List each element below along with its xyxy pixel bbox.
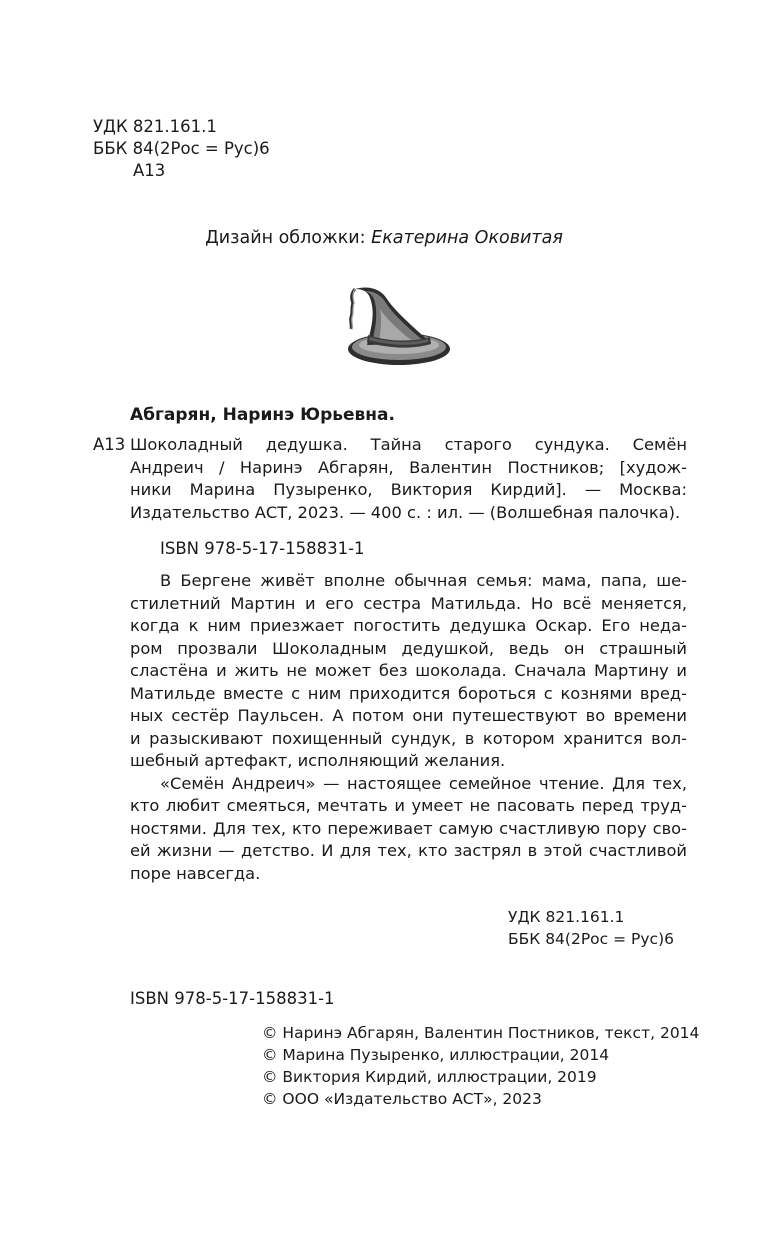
annotation-line: Матильде вместе с ним приходится бороться с кознями вред- (130, 683, 687, 703)
annotation-line: ей жизни — детство. И для тех, кто застрял в этой счастливой (130, 841, 687, 860)
author-sign-code: А13 (133, 161, 166, 180)
copyright-line: © ООО «Издательство АСТ», 2023 (262, 1090, 542, 1108)
annotation-line: ром прозвали Шоколадным дедушкой, ведь он страшный (130, 638, 687, 658)
annotation (130, 570, 687, 885)
annotation-line: «Семён Андреич» — настоящее семейное чтение. Для тех, (160, 773, 687, 793)
isbn-footer: ISBN 978-5-17-158831-1 (130, 989, 335, 1008)
isbn-entry: ISBN 978-5-17-158831-1 (160, 539, 365, 558)
copyright-line: © Марина Пузыренко, иллюстрации, 2014 (262, 1046, 610, 1064)
annotation-line: когда к ним приезжает погостить дедушка Оскар. Его неда- (130, 616, 687, 635)
udk-code: УДК 821.161.1 (508, 908, 625, 926)
annotation-line: стилетний Мартин и его сестра Матильда. Но всё меняется, (130, 593, 687, 613)
catalog-description (130, 434, 687, 524)
annotation-line: поре навсегда. (130, 863, 261, 883)
udk-block-top (93, 116, 270, 182)
bbk-code: ББК 84(2Рос = Рус)6 (508, 930, 674, 948)
udk-code: УДК 821.161.1 (93, 117, 217, 136)
annotation-line: ных сестёр Паульсен. А потом они путешествуют во времени (130, 706, 687, 725)
cover-design-label: Дизайн обложки: (205, 228, 366, 248)
cover-design-credit (0, 228, 768, 248)
description-line: ники Марина Пузыренко, Виктория Кирдий]. — Москва: (130, 480, 687, 499)
description-line: Шоколадный дедушка. Тайна старого сундука. Семён (130, 435, 687, 454)
annotation-line: ностями. Для тех, кто переживает самую счастливую пору сво- (130, 818, 687, 838)
annotation-line: В Бергене живёт вполне обычная семья: мама, папа, ше- (160, 571, 687, 590)
description-line: Издательство АСТ, 2023. — 400 с. : ил. — (Волшебная палочка). (130, 502, 681, 522)
annotation-line: кто любит смеяться, мечтать и умеет не пасовать перед труд- (130, 796, 687, 815)
copyright-block (262, 1022, 699, 1110)
author-heading: Абгарян, Наринэ Юрьевна. (130, 405, 395, 425)
cover-designer-name: Екатерина Оковитая (371, 228, 563, 248)
copyright-line: © Наринэ Абгарян, Валентин Постников, текст, 2014 (262, 1024, 700, 1042)
copyright-line: © Виктория Кирдий, иллюстрации, 2019 (262, 1068, 597, 1086)
udk-block-right (508, 906, 674, 950)
bbk-code: ББК 84(2Рос = Рус)6 (93, 139, 270, 158)
annotation-line: сластёна и жить не может без шоколада. Сначала Мартину и (130, 661, 687, 680)
catalog-code: А13 (93, 435, 126, 454)
annotation-line: шебный артефакт, исполняющий желания. (130, 751, 506, 770)
wizard-hat-icon (345, 283, 453, 369)
description-line: Андреич / Наринэ Абгарян, Валентин Постников; [худож- (130, 457, 687, 477)
annotation-line: и разыскивают похищенный сундук, в котором хранится вол- (130, 728, 687, 748)
